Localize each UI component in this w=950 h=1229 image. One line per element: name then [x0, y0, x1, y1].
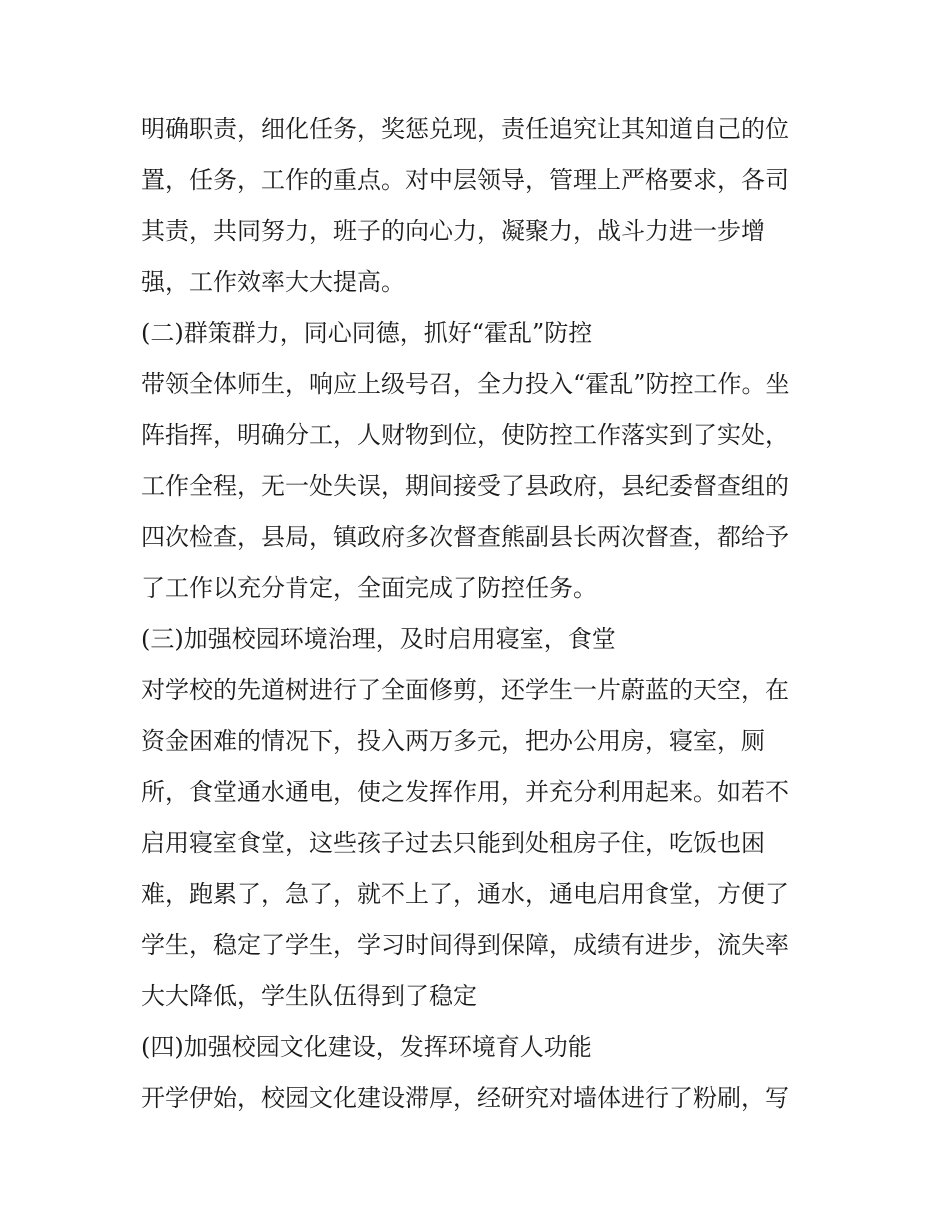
paragraph-line: 明确职责，细化任务，奖惩兑现，责任追究让其知道自己的位: [141, 115, 789, 143]
paragraph-line: 资金困难的情况下，投入两万多元，把办公用房，寝室，厕: [141, 727, 765, 755]
paragraph-line: 其责，共同努力，班子的向心力，凝聚力，战斗力进一步增: [141, 217, 765, 245]
paragraph-line: 强，工作效率大大提高。: [141, 268, 405, 296]
paragraph-line: 了工作以充分肯定，全面完成了防控任务。: [141, 574, 597, 602]
paragraph-line: 启用寝室食堂，这些孩子过去只能到处租房子住，吃饭也困: [141, 829, 765, 857]
paragraph-line: 置，任务，工作的重点。对中层领导，管理上严格要求，各司: [141, 166, 789, 194]
paragraph-line: 带领全体师生，响应上级号召，全力投入“霍乱”防控工作。坐: [141, 370, 790, 398]
paragraph-line: 难，跑累了，急了，就不上了，通水，通电启用食堂，方便了: [141, 880, 789, 908]
section-heading: (二)群策群力，同心同德，抓好“霍乱”防控: [141, 319, 593, 347]
paragraph-line: 学生，稳定了学生，学习时间得到保障，成绩有进步，流失率: [141, 931, 789, 959]
paragraph-line: 阵指挥，明确分工，人财物到位，使防控工作落实到了实处，: [141, 421, 789, 449]
paragraph-line: 四次检查，县局，镇政府多次督查熊副县长两次督查，都给予: [141, 523, 789, 551]
section-heading: (三)加强校园环境治理，及时启用寝室，食堂: [141, 625, 616, 653]
paragraph-line: 大大降低，学生队伍得到了稳定: [141, 982, 477, 1010]
paragraph-line: 所，食堂通水通电，使之发挥作用，并充分利用起来。如若不: [141, 778, 789, 806]
paragraph-line: 开学伊始，校园文化建设滞厚，经研究对墙体进行了粉刷，写: [141, 1084, 789, 1112]
document-body: [141, 104, 821, 1124]
paragraph-line: 工作全程，无一处失误，期间接受了县政府，县纪委督查组的: [141, 472, 789, 500]
paragraph-line: 对学校的先道树进行了全面修剪，还学生一片蔚蓝的天空，在: [141, 676, 789, 704]
section-heading: (四)加强校园文化建设，发挥环境育人功能: [141, 1033, 592, 1061]
